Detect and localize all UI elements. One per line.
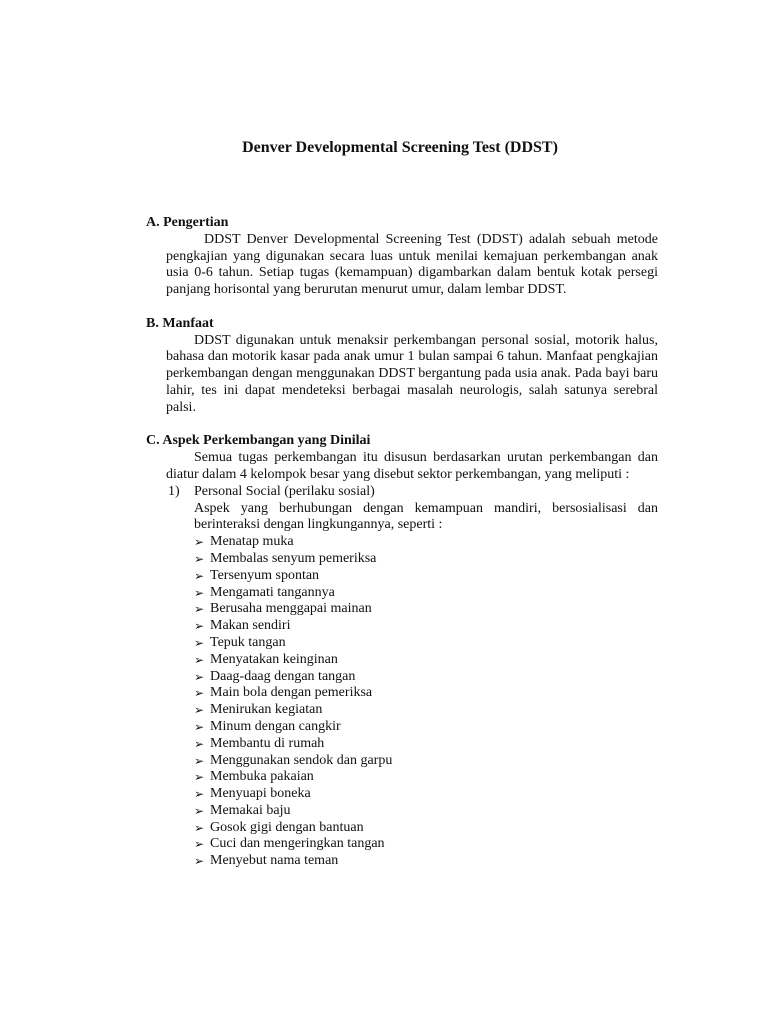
list-item xyxy=(194,551,658,568)
list-item-label: Tepuk tangan xyxy=(210,634,286,650)
section-c-paragraph: Semua tugas perkembangan itu disusun berdasarkan urutan perkembangan dan diatur dalam 4 kelompok besar yang disebut sektor perkembangan, yang meliputi : xyxy=(166,450,658,482)
arrow-bullet-icon: ➢ xyxy=(194,820,205,835)
arrow-bullet-icon: ➢ xyxy=(194,535,205,550)
list-item-label: Menyebut nama teman xyxy=(210,853,339,869)
arrow-bullet-icon: ➢ xyxy=(194,602,205,617)
arrow-bullet-icon: ➢ xyxy=(194,703,205,718)
spacer xyxy=(146,299,658,316)
item-number: 1) xyxy=(168,483,180,499)
list-item-label: Menyatakan keinginan xyxy=(210,651,338,667)
list-item-label: Menggunakan sendok dan garpu xyxy=(210,752,393,768)
arrow-bullet-icon: ➢ xyxy=(194,753,205,768)
arrow-bullet-icon: ➢ xyxy=(194,619,205,634)
list-item-label: Membantu di rumah xyxy=(210,735,325,751)
item-label: Personal Social (perilaku sosial) xyxy=(194,483,375,499)
list-item xyxy=(194,853,658,870)
list-item-label: Menirukan kegiatan xyxy=(210,702,323,718)
list-item-label: Memakai baju xyxy=(210,802,291,818)
arrow-bullet-icon: ➢ xyxy=(194,635,205,650)
list-item-label: Cuci dan mengeringkan tangan xyxy=(210,836,385,852)
list-item-label: Gosok gigi dengan bantuan xyxy=(210,819,364,835)
list-item xyxy=(194,736,658,753)
section-a-paragraph: DDST Denver Developmental Screening Test (DDST) adalah sebuah metode pengkajian yang digunakan secara luas untuk menilai kemajuan perkembangan anak usia 0-6 tahun. Setiap tugas (kemampuan) digambarkan dalam bentuk kotak persegi panjang horisontal yang berurutan menurut umur, dalam lembar DDST. xyxy=(166,231,658,298)
arrow-bullet-icon: ➢ xyxy=(194,652,205,667)
section-b-heading: B. Manfaat xyxy=(146,315,214,331)
list-item-label: Mengamati tangannya xyxy=(210,584,335,600)
list-item-label: Membuka pakaian xyxy=(210,769,314,785)
list-item xyxy=(194,534,658,551)
list-item-label: Berusaha menggapai mainan xyxy=(210,601,372,617)
arrow-bullet-icon: ➢ xyxy=(194,568,205,583)
section-c-heading: C. Aspek Perkembangan yang Dinilai xyxy=(146,433,371,449)
list-item-label: Daag-daag dengan tangan xyxy=(210,668,356,684)
bullet-list xyxy=(194,534,658,870)
list-item-label: Minum dengan cangkir xyxy=(210,718,341,734)
arrow-bullet-icon: ➢ xyxy=(194,787,205,802)
arrow-bullet-icon: ➢ xyxy=(194,686,205,701)
list-item xyxy=(194,786,658,803)
list-item-label: Makan sendiri xyxy=(210,618,291,634)
list-item xyxy=(194,635,658,652)
list-item xyxy=(194,685,658,702)
list-item-label: Menyuapi boneka xyxy=(210,786,311,802)
list-item xyxy=(194,803,658,820)
list-item xyxy=(194,719,658,736)
list-item xyxy=(194,568,658,585)
list-item-label: Main bola dengan pemeriksa xyxy=(210,685,373,701)
arrow-bullet-icon: ➢ xyxy=(194,551,205,566)
section-a-heading: A. Pengertian xyxy=(146,215,229,230)
list-item xyxy=(194,652,658,669)
arrow-bullet-icon: ➢ xyxy=(194,719,205,734)
spacer xyxy=(146,417,658,434)
arrow-bullet-icon: ➢ xyxy=(194,854,205,869)
list-item xyxy=(194,585,658,602)
arrow-bullet-icon: ➢ xyxy=(194,585,205,600)
list-item xyxy=(194,820,658,837)
list-item xyxy=(194,601,658,618)
list-item-label: Membalas senyum pemeriksa xyxy=(210,550,377,566)
arrow-bullet-icon: ➢ xyxy=(194,736,205,751)
list-item xyxy=(194,753,658,770)
arrow-bullet-icon: ➢ xyxy=(194,770,205,785)
arrow-bullet-icon: ➢ xyxy=(194,669,205,684)
list-item-label: Tersenyum spontan xyxy=(210,567,320,583)
arrow-bullet-icon: ➢ xyxy=(194,837,205,852)
list-item xyxy=(194,836,658,853)
numbered-item-1 xyxy=(168,484,658,501)
item-1-description: Aspek yang berhubungan dengan kemampuan mandiri, bersosialisasi dan berinteraksi dengan lingkungannya, seperti : xyxy=(194,500,658,533)
document-body xyxy=(146,215,658,870)
section-b-paragraph: DDST digunakan untuk menaksir perkembangan personal sosial, motorik halus, bahasa dan motorik kasar pada anak umur 1 bulan sampai 6 tahun. Manfaat pengkajian perkembangan dengan menggunakan DDST bergantung pada usia anak. Pada bayi baru lahir, tes ini dapat mendeteksi berbagai masalah neurologis, salah satunya serebral palsi. xyxy=(166,332,658,415)
list-item xyxy=(194,618,658,635)
list-item xyxy=(194,702,658,719)
document-title: Denver Developmental Screening Test (DDST) xyxy=(242,139,558,156)
list-item xyxy=(194,669,658,686)
arrow-bullet-icon: ➢ xyxy=(194,803,205,818)
list-item xyxy=(194,769,658,786)
list-item-label: Menatap muka xyxy=(210,534,294,550)
